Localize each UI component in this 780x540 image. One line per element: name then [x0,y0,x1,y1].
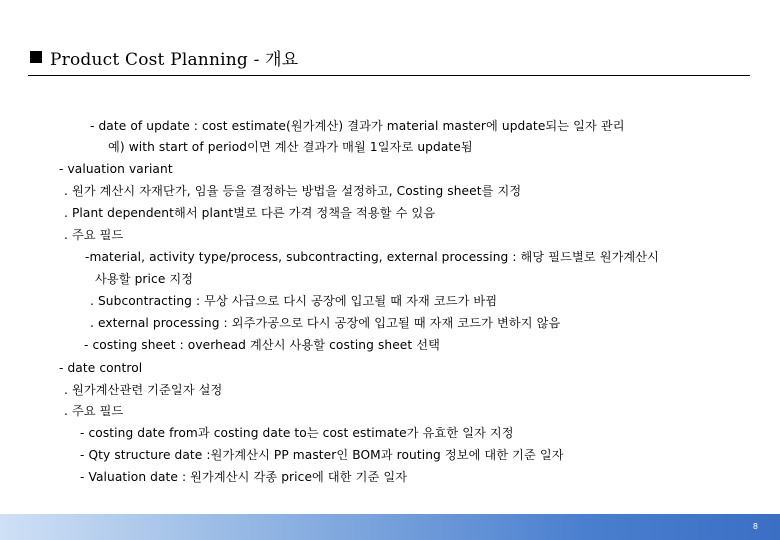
text-line: . 주요 필드 [64,404,124,418]
page-number: 8 [752,522,758,531]
text-line: - date control [59,361,143,375]
text-line: . external processing : 외주가공으로 다시 공장에 입고될 때 자재 코드가 변하지 않음 [90,316,561,330]
text-line: . 원가계산관련 기준일자 설정 [64,383,223,397]
text-line: -material, activity type/process, subcontracting, external processing : 해당 필드별로 원가계산시 [85,250,660,264]
text-line: - Valuation date : 원가계산시 각종 price에 대한 기준 일자 [80,470,408,484]
text-line: . Subcontracting : 무상 사급으로 다시 공장에 입고될 때 자재 코드가 바뀜 [90,294,498,308]
text-line: - date of update : cost estimate(원가계산) 결과가 material master에 update되는 일자 관리 [90,119,625,133]
text-line: . Plant dependent해서 plant별로 다른 가격 정책을 적용할 수 있음 [64,206,436,220]
footer-bar [0,514,780,540]
text-line: 사용할 price 지정 [95,272,194,286]
text-line: 예) with start of period이면 계산 결과가 매월 1일자로 update됨 [108,140,473,154]
text-line: - valuation variant [59,162,173,176]
slide-title: Product Cost Planning - 개요 [50,49,299,70]
text-line: - costing date from과 costing date to는 cost estimate가 유효한 일자 지정 [80,426,514,440]
text-line: - Qty structure date :원가계산시 PP master인 BOM과 routing 정보에 대한 기준 일자 [80,448,564,462]
text-line: - costing sheet : overhead 계산시 사용할 costing sheet 선택 [84,338,441,352]
text-line: . 주요 필드 [64,228,124,242]
text-line: . 원가 계산시 자재단가, 임율 등을 결정하는 방법을 설정하고, Costing sheet를 지정 [64,184,522,198]
